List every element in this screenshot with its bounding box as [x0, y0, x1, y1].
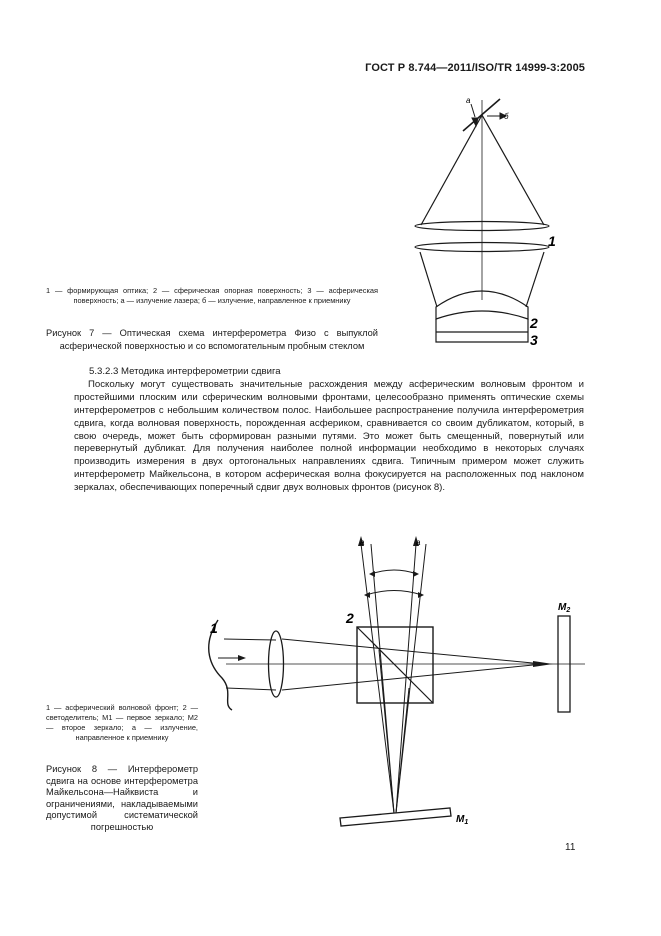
fig8-mirror-m1 [340, 808, 451, 826]
fig8-ray-out-left-b [371, 544, 394, 813]
fig7-label-2: 2 [530, 315, 538, 331]
figure7-caption: Рисунок 7 — Оптическая схема интерферометра Физо с выпуклой асферической поверхностью и со вспомогательным пробным стеклом [46, 328, 378, 351]
fig7-label-a: а [466, 96, 471, 105]
fig8-ray-top-conv [282, 639, 543, 664]
figure7-diagram [400, 95, 580, 350]
fig8-ray-top-in [224, 639, 276, 640]
fig8-focus-point-icon [533, 661, 553, 667]
fig8-arc-arrow-upper-left-icon [369, 571, 375, 577]
section-paragraph: Поскольку могут существовать значительные расхождения между асферическим волновым фронтом и простейшими плоским или сферическим волновыми фронтами, целесообразно применять оптические схемы интерферометров с небольшим количеством полос. Наибольшее распространение получила интерферометрия сдвига, когда волновая поверхность, порожденная асфериком, сравнивается со своим дубликатом, который, в свою очередь, может быть сформирован разными путями. Это может быть смещенный, повернутый или перевернутый дубликат. Для получения наиболее полной информации необходимо в некоторых случаях производить измерения в двух ортогональных направлениях сдвига. Типичным примером может служить интерферометр Майкельсона, в котором асферическая волна фокусируется на расположенных под наклоном зеркалах, обеспечивающих поперечный сдвиг двух волновых фронтов (рисунок 8). [74, 378, 584, 494]
section-body [74, 366, 584, 495]
fig8-incoming-arrow-icon [238, 655, 246, 661]
fig8-label-a-left: а [360, 538, 365, 547]
fig7-ray-right-lower [526, 252, 544, 307]
fig7-label-1: 1 [548, 233, 556, 249]
figure8-legend: 1 — асферический волновой фронт; 2 — светоделитель; M1 — первое зеркало; M2 — второе зеркало; а — излучение, направленное к приемнику [46, 703, 198, 742]
fig7-ray-right-upper [482, 115, 544, 225]
fig8-label-1: 1 [210, 620, 218, 636]
fig7-ray-left-lower [420, 252, 437, 307]
fig8-label-a-right: а [416, 538, 421, 547]
fig8-label-2: 2 [346, 610, 354, 626]
fig7-label-3: 3 [530, 332, 538, 348]
fig7-aspheric-surface [436, 319, 528, 342]
figure8-caption: Рисунок 8 — Интерферометр сдвига на основе интерферометра Майкельсона—Найквиста и ограничениями, накладываемыми допустимой систематической погрешностью [46, 764, 198, 832]
document-header: ГОСТ Р 8.744—2011/ISO/TR 14999-3:2005 [365, 62, 585, 74]
fig7-label-b: б [504, 112, 509, 121]
fig8-label-m1: $M_1$ [456, 814, 469, 826]
page-number: 11 [565, 842, 576, 853]
fig8-ray-bottom-in [226, 688, 276, 690]
fig8-label-m2: $M_2$ [558, 602, 571, 614]
fig7-ray-left-upper [421, 115, 482, 225]
fig8-arc-arrow-upper-right-icon [413, 571, 419, 577]
fig8-beamsplitter-diagonal [357, 627, 433, 703]
fig8-ray-out-left-a [361, 544, 394, 813]
fig8-angle-arc-lower [366, 591, 422, 596]
fig8-angle-arc-upper [371, 570, 417, 574]
section-heading: 5.3.2.3 Методика интерферометрии сдвига [89, 366, 281, 377]
figure7-legend: 1 — формирующая оптика; 2 — сферическая опорная поверхность; 3 — асферическая поверхность; а — излучение лазера; б — излучение, направленное к приемнику [46, 286, 378, 305]
figure8-diagram [200, 535, 585, 835]
